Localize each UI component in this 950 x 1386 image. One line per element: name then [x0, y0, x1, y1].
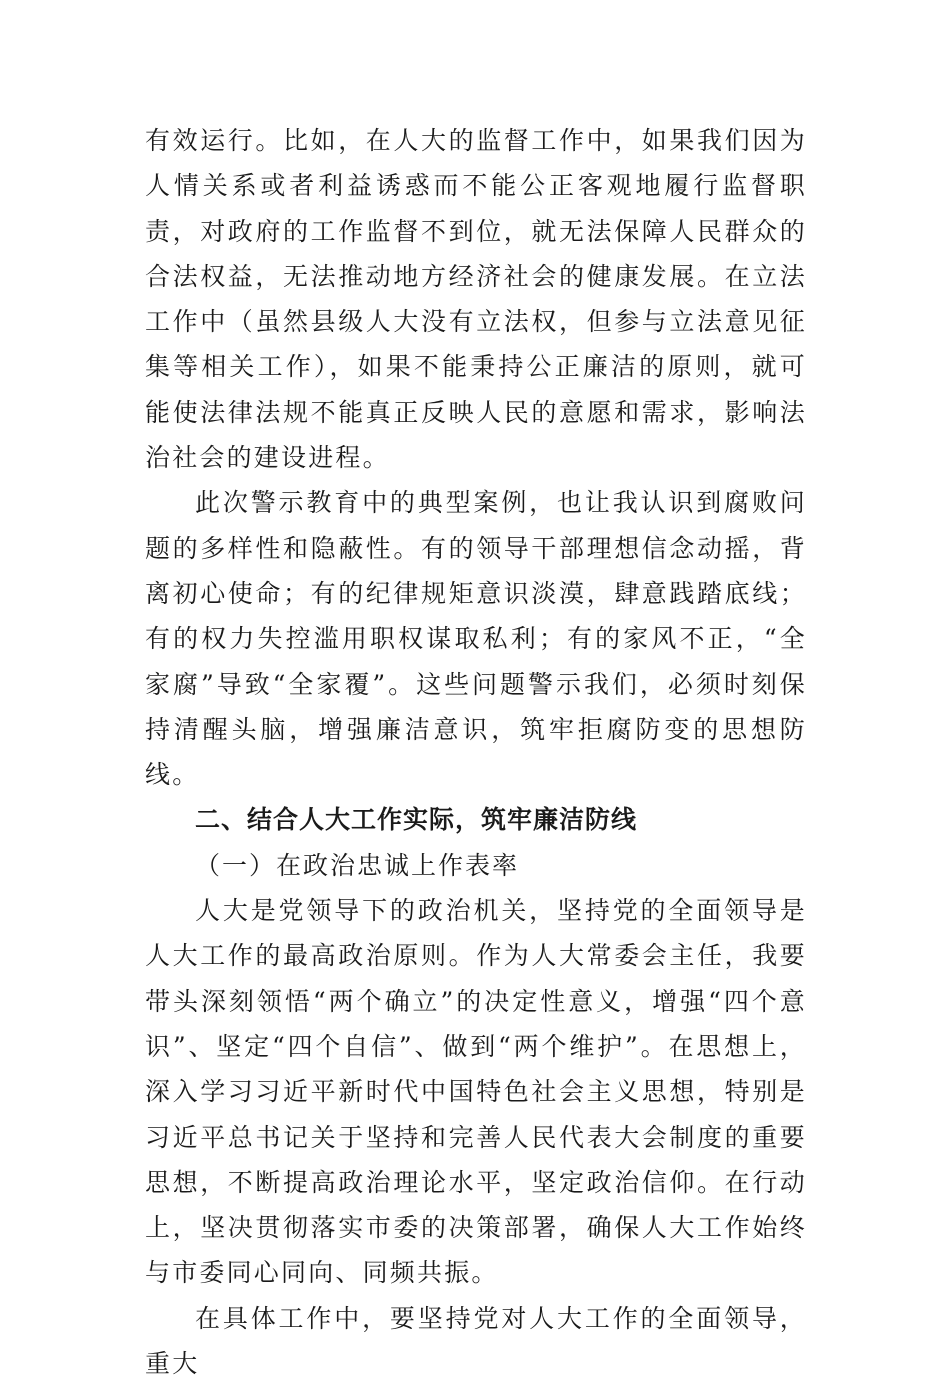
section-heading: 二、结合人大工作实际，筑牢廉洁防线: [195, 805, 638, 835]
paragraph-warning-cases: 此次警示教育中的典型案例，也让我认识到腐败问题的多样性和隐蔽性。有的领导干部理想信念动摇，背离初心使命；有的纪律规矩意识淡漠，肆意践踏底线；有的权力失控滥用职权谋取私利；有的家风不正，“全家腐”导致“全家覆”。这些问题警示我们，必须时刻保持清醒头脑，增强廉洁意识，筑牢拒腐防变的思想防线。: [145, 488, 807, 790]
paragraph-political-loyalty: 人大是党领导下的政治机关，坚持党的全面领导是人大工作的最高政治原则。作为人大常委会主任，我要带头深刻领悟“两个确立”的决定性意义，增强“四个意识”、坚定“四个自信”、做到“两个维护”。在思想上，深入学习习近平新时代中国特色社会主义思想，特别是习近平总书记关于坚持和完善人民代表大会制度的重要思想，不断提高政治理论水平，坚定政治信仰。在行动上，坚决贯彻落实市委的决策部署，确保人大工作始终与市委同心同向、同频共振。: [145, 896, 807, 1288]
subsection-heading: （一）在政治忠诚上作表率: [195, 850, 520, 880]
paragraph-continued: 有效运行。比如，在人大的监督工作中，如果我们因为人情关系或者利益诱惑而不能公正客观地履行监督职责，对政府的工作监督不到位，就无法保障人民群众的合法权益，无法推动地方经济社会的健康发展。在立法工作中（虽然县级人大没有立法权，但参与立法意见征集等相关工作），如果不能秉持公正廉洁的原则，就可能使法律法规不能真正反映人民的意愿和需求，影响法治社会的建设进程。: [145, 126, 807, 473]
document-body: [145, 118, 807, 1386]
paragraph-specific-work: 在具体工作中，要坚持党对人大工作的全面领导，重大: [145, 1303, 807, 1379]
